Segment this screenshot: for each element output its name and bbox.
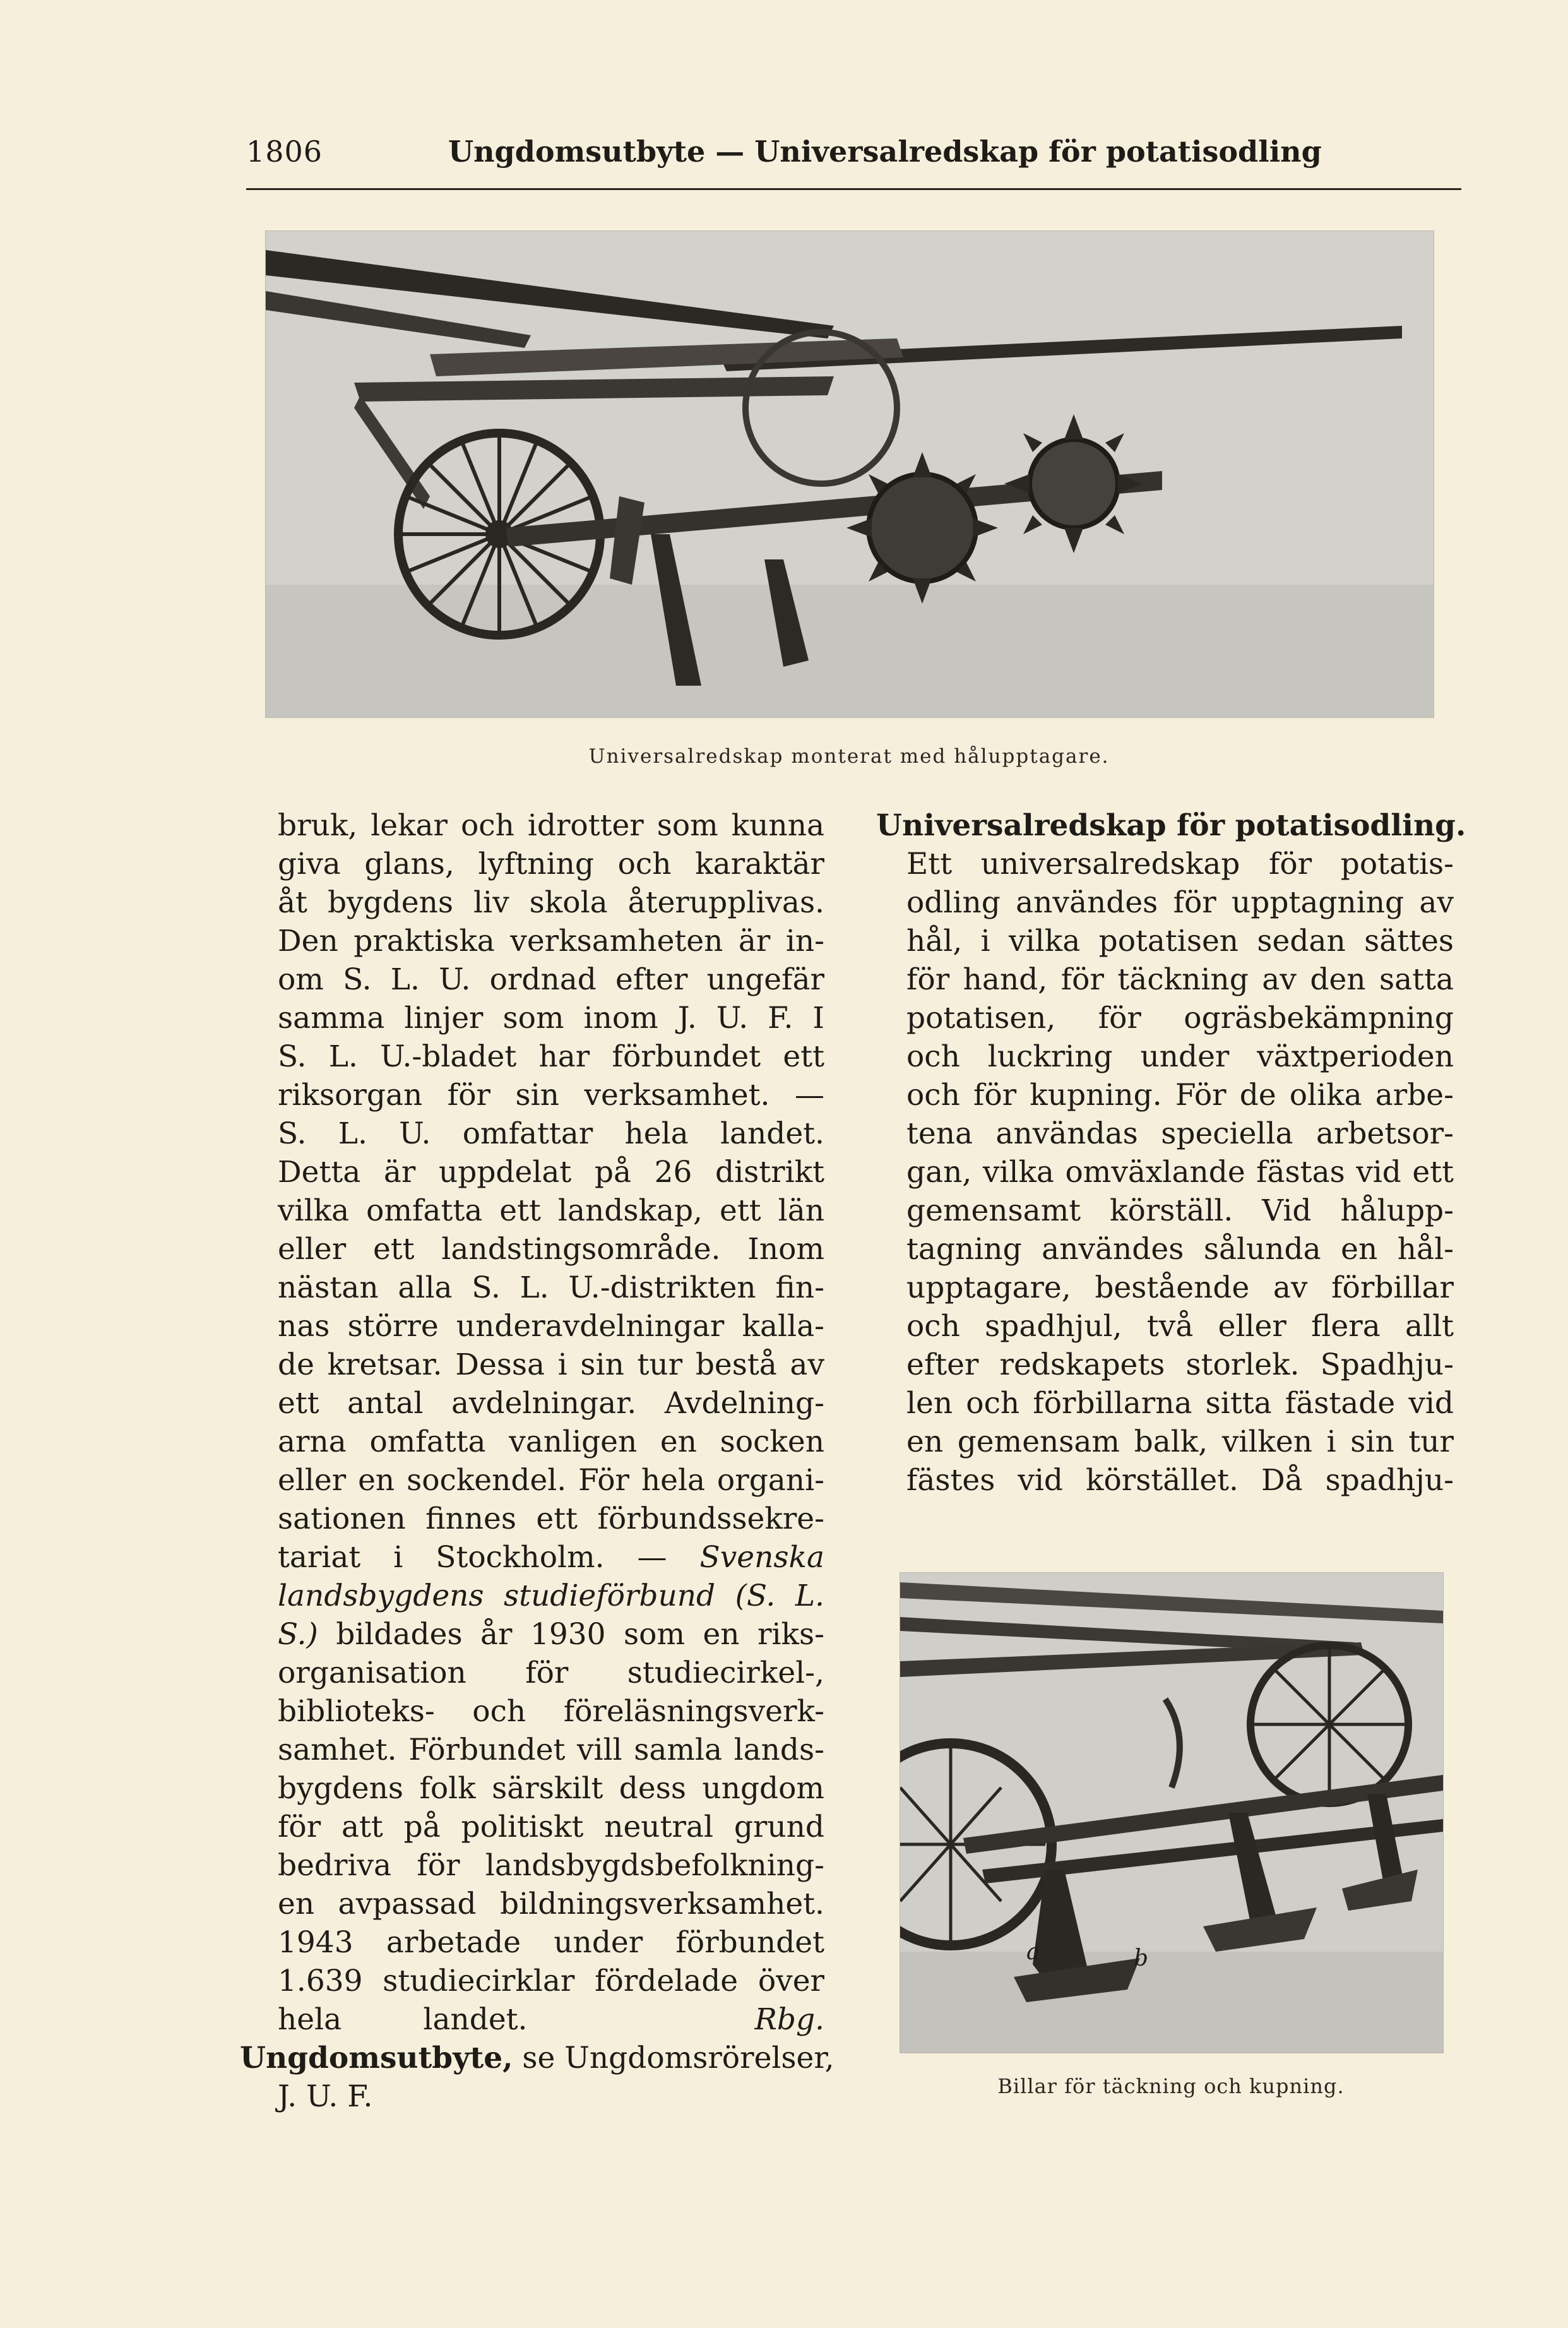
- entry-title-svenska: Svenska: [699, 1540, 824, 1575]
- text-line: potatisen, för ogräsbekämpning: [906, 1001, 1454, 1036]
- entry-title-universalredskap: Universalredskap för potatisodling.: [876, 808, 1466, 843]
- text-line: organisation för studiecirkel-,: [278, 1656, 824, 1690]
- text-line: och spadhjul, två eller flera allt: [906, 1309, 1454, 1344]
- entry-title-ungdomsutbyte: Ungdomsutbyte,: [240, 2041, 513, 2075]
- text-line: arna omfatta vanligen en socken: [278, 1424, 824, 1459]
- figure-top-caption: Universalredskap monterat med hålupptagare.: [588, 745, 1110, 768]
- text-line: J. U. F.: [278, 2079, 373, 2114]
- text-line: vilka omfatta ett landskap, ett län: [278, 1193, 824, 1228]
- text-line: efter redskapets storlek. Spadhju-: [906, 1347, 1454, 1382]
- text-line: hål, i vilka potatisen sedan sättes: [906, 924, 1454, 958]
- share-label-b: b: [1134, 1945, 1149, 1971]
- text-line: Den praktiska verksamheten är in-: [278, 924, 824, 958]
- text-line: en avpassad bildningsverksamhet.: [278, 1887, 824, 1921]
- text-line: S.) bildades år 1930 som en riks-: [278, 1617, 824, 1652]
- text-line: tariat i Stockholm. — Svenska: [278, 1540, 824, 1575]
- text-line: en gemensam balk, vilken i sin tur: [906, 1424, 1454, 1459]
- text-line: gemensamt körställ. Vid hålupp-: [906, 1193, 1454, 1228]
- text-line: eller en sockendel. För hela organi-: [278, 1463, 824, 1498]
- text-line: S. L. U.-bladet har förbundet ett: [278, 1039, 824, 1074]
- text-line: upptagare, bestående av förbillar: [906, 1270, 1454, 1305]
- text-line: fästes vid körstället. Då spadhju-: [906, 1463, 1454, 1498]
- share-label-a: a: [1026, 1939, 1040, 1965]
- text-line: biblioteks- och föreläsningsverk-: [278, 1694, 824, 1729]
- author-signature: Rbg.: [754, 2002, 824, 2037]
- text-line: Detta är uppdelat på 26 distrikt: [278, 1155, 824, 1190]
- text-line: 1.639 studiecirklar fördelade över: [278, 1964, 824, 1998]
- shares-illustration: [900, 1573, 1443, 2053]
- implement-illustration: [266, 231, 1434, 717]
- text-line: samhet. Förbundet vill samla lands-: [278, 1733, 824, 1767]
- text-line: de kretsar. Dessa i sin tur bestå av: [278, 1347, 824, 1382]
- text-line: eller ett landstingsområde. Inom: [278, 1232, 824, 1267]
- text-line: för hand, för täckning av den satta: [906, 962, 1454, 997]
- text-line: om S. L. U. ordnad efter ungefär: [278, 962, 824, 997]
- text-line: sationen finnes ett förbundssekre-: [278, 1501, 824, 1536]
- text-line: ett antal avdelningar. Avdelning-: [278, 1386, 824, 1421]
- text-line: riksorgan för sin verksamhet. —: [278, 1078, 824, 1113]
- text-line: landsbygdens studieförbund (S. L.: [278, 1579, 824, 1613]
- text-line: odling användes för upptagning av: [906, 885, 1454, 920]
- text-line: nas större underavdelningar kalla-: [278, 1309, 824, 1344]
- hilling-shares-photo: [900, 1572, 1444, 2053]
- text-line: Ett universalredskap för potatis-: [906, 847, 1454, 881]
- text-line: för att på politiskt neutral grund: [278, 1810, 824, 1844]
- running-title: Ungdomsutbyte — Universalredskap för potatisodling: [448, 134, 1322, 169]
- text-line: len och förbillarna sitta fästade vid: [906, 1386, 1454, 1421]
- text-line: nästan alla S. L. U.-distrikten fin-: [278, 1270, 824, 1305]
- head-rule: [246, 188, 1461, 190]
- text-line: tagning användes sålunda en hål-: [906, 1232, 1454, 1267]
- right-column: [876, 806, 1466, 1500]
- text-line: giva glans, lyftning och karaktär: [278, 847, 824, 881]
- text-line: hela landet. Rbg.: [278, 2002, 824, 2037]
- text-line: åt bygdens liv skola återupplivas.: [278, 885, 824, 920]
- text-line: och för kupning. För de olika arbe-: [906, 1078, 1454, 1113]
- text-line: 1943 arbetade under förbundet: [278, 1925, 824, 1960]
- page-number: 1806: [246, 134, 323, 169]
- text-line: bygdens folk särskilt dess ungdom: [278, 1771, 824, 1806]
- figure-bottom-caption: Billar för täckning och kupning.: [997, 2074, 1345, 2098]
- text-line: gan, vilka omväxlande fästas vid ett: [906, 1155, 1454, 1190]
- text-line: Ungdomsutbyte, se Ungdomsrörelser,: [240, 2041, 834, 2075]
- running-head: [246, 123, 1458, 180]
- text-line: S. L. U. omfattar hela landet.: [278, 1116, 824, 1151]
- text-line: samma linjer som inom J. U. F. I: [278, 1001, 824, 1036]
- potato-planter-photo: [265, 230, 1434, 718]
- left-column: [240, 806, 834, 2116]
- text-line: bruk, lekar och idrotter som kunna: [278, 808, 824, 843]
- text-line: och luckring under växtperioden: [906, 1039, 1454, 1074]
- text-line: bedriva för landsbygdsbefolkning-: [278, 1848, 824, 1883]
- text-line: tena användas speciella arbetsor-: [906, 1116, 1454, 1151]
